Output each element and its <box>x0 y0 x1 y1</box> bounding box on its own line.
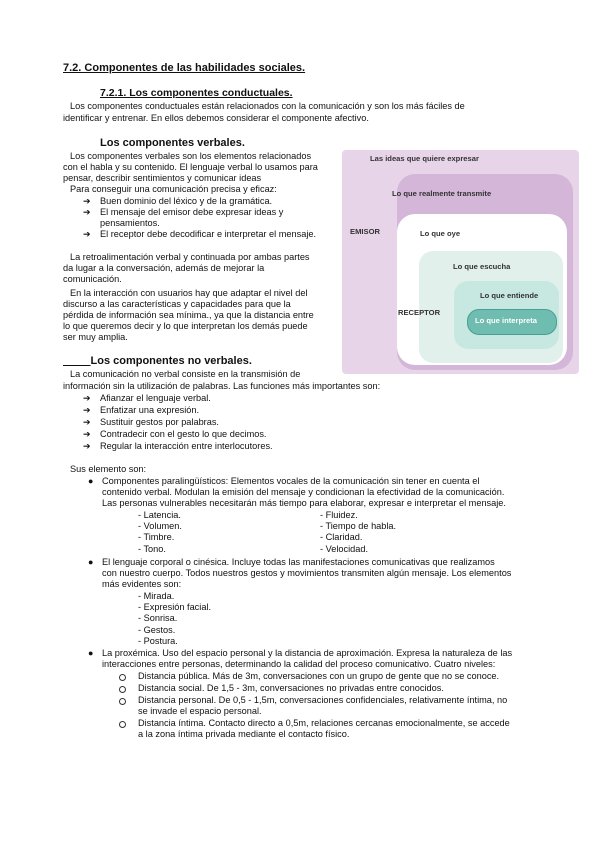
para-left-item: - Tono. <box>138 544 166 554</box>
verbal-list-item: El mensaje del emisor debe expresar ideas y <box>100 207 284 217</box>
verbal-p3-line: discurso a las características y capacidades para que la <box>63 299 291 309</box>
section-subtitle: 7.2.1. Los componentes conductuales. <box>100 87 293 99</box>
nonverbal-list-item: Sustituir gestos por palabras. <box>100 417 219 427</box>
prox-list-item: a la zona íntima privada mediante el contacto físico. <box>138 729 350 739</box>
corp-list-item: - Postura. <box>138 636 178 646</box>
corp-list-item: - Expresión facial. <box>138 602 212 612</box>
intro-line-2: identificar y entrenar. En ellos debemos considerar el componente afectivo. <box>63 113 369 123</box>
para-line: Componentes paralingüísticos: Elementos vocales de la comunicación sin tener en cuenta el <box>102 476 480 486</box>
elements-intro: Sus elemento son: <box>70 464 147 474</box>
nonverbal-p1-line: La comunicación no verbal consiste en la transmisión de <box>70 369 301 379</box>
arrow-icon: ➔ <box>83 393 91 403</box>
corp-line: con nuestro cuerpo. Todos nuestros gestos y movimientos transmiten algún mensaje. Los elementos <box>102 568 512 578</box>
verbal-p1-line: Los componentes verbales son los elementos relacionados <box>70 151 312 161</box>
arrow-icon: ➔ <box>83 229 91 239</box>
verbal-p1-line: Para conseguir una comunicación precisa y eficaz: <box>70 184 277 194</box>
diagram-label-transmit: Lo que realmente transmite <box>392 189 492 198</box>
prox-line: interacciones entre personas, determinando la calidad del proceso comunicativo. Cuatro niveles: <box>102 659 496 669</box>
verbal-list-item: Buen dominio del léxico y de la gramática. <box>100 196 273 206</box>
circle-bullet-icon <box>119 698 126 705</box>
verbal-p2-line: da lugar a la conversación, además de mejorar la <box>63 263 265 273</box>
verbal-p3-line: pérdida de información sea mínima., ya que la distancia entre <box>63 310 314 320</box>
para-right-item: - Velocidad. <box>320 544 369 554</box>
nonverbal-list-item: Afianzar el lenguaje verbal. <box>100 393 211 403</box>
verbal-p1-line: con el habla y su contenido. El lenguaje verbal lo usamos para <box>63 162 318 172</box>
communication-diagram <box>342 150 579 374</box>
nonverbal-list-item: Enfatizar una expresión. <box>100 405 200 415</box>
verbal-heading: Los componentes verbales. <box>100 137 245 149</box>
verbal-list-item: pensamientos. <box>100 218 160 228</box>
corp-list-item: - Mirada. <box>138 591 175 601</box>
prox-list-item: Distancia personal. De 0,5 - 1,5m, conversaciones confidenciales, relativamente íntima, no <box>138 695 508 705</box>
para-line: Las personas vulnerables necesitarán más tiempo para elaborar, expresar e interpretar el mensaje. <box>102 498 506 508</box>
arrow-icon: ➔ <box>83 417 91 427</box>
verbal-p2-line: La retroalimentación verbal y continuada por ambas partes <box>70 252 310 262</box>
prox-list-item: se invade el espacio personal. <box>138 706 262 716</box>
diagram-label-emisor: EMISOR <box>350 227 380 236</box>
nonverbal-p1-line: información sin la utilización de palabras. Las funciones más importantes son: <box>63 381 381 391</box>
nonverbal-list-item: Contradecir con el gesto lo que decimos. <box>100 429 267 439</box>
arrow-icon: ➔ <box>83 207 91 217</box>
verbal-p3-line: En la interacción con usuarios hay que adaptar el nivel del <box>70 288 308 298</box>
corp-list-item: - Gestos. <box>138 625 176 635</box>
diagram-label-hear: Lo que oye <box>420 229 461 238</box>
verbal-p2-line: comunicación. <box>63 274 122 284</box>
para-left-item: - Latencia. <box>138 510 181 520</box>
bullet-icon: ● <box>88 648 94 658</box>
prox-line: La proxémica. Uso del espacio personal y la distancia de aproximación. Expresa la naturaleza de las <box>102 648 513 658</box>
circle-bullet-icon <box>119 686 126 693</box>
verbal-p3-line: ser muy amplia. <box>63 332 128 342</box>
corp-list-item: - Sonrisa. <box>138 613 178 623</box>
verbal-list-item: El receptor debe decodificar e interpretar el mensaje. <box>100 229 317 239</box>
circle-bullet-icon <box>119 674 126 681</box>
corp-line: El lenguaje corporal o cinésica. Incluye todas las manifestaciones comunicativas que realizamos <box>102 557 495 567</box>
para-right-item: - Fluidez. <box>320 510 358 520</box>
para-left-item: - Volumen. <box>138 521 182 531</box>
verbal-p1-line: pensar, describir sentimientos y comunicar ideas <box>63 173 262 183</box>
prox-list-item: Distancia pública. Más de 3m, conversaciones con un grupo de gente que no se conoce. <box>138 671 500 681</box>
prox-list-item: Distancia íntima. Contacto directo a 0,5m, relaciones cercanas emocionalmente, se accede <box>138 718 510 728</box>
diagram-label-understand: Lo que entiende <box>480 291 539 300</box>
bullet-icon: ● <box>88 476 94 486</box>
diagram-label-interpret: Lo que interpreta <box>475 316 538 325</box>
nonverbal-list-item: Regular la interacción entre interlocutores. <box>100 441 273 451</box>
page-title: 7.2. Componentes de las habilidades sociales. <box>63 62 306 74</box>
bullet-icon: ● <box>88 557 94 567</box>
corp-line: más evidentes son: <box>102 579 182 589</box>
arrow-icon: ➔ <box>83 405 91 415</box>
arrow-icon: ➔ <box>83 196 91 206</box>
nonverbal-heading <box>63 356 252 367</box>
prox-list-item: Distancia social. De 1,5 - 3m, conversaciones no privadas entre conocidos. <box>138 683 444 693</box>
diagram-label-ideas: Las ideas que quiere expresar <box>370 154 479 163</box>
arrow-icon: ➔ <box>83 429 91 439</box>
arrow-icon: ➔ <box>83 441 91 451</box>
verbal-p3-line: lo que queremos decir y lo que interpretan los demás puede <box>63 321 308 331</box>
nonverbal-heading-text: Los componentes no verbales. <box>90 355 252 367</box>
para-right-item: - Tiempo de habla. <box>320 521 397 531</box>
para-left-item: - Timbre. <box>138 532 175 542</box>
para-line: contenido verbal. Modulan la emisión del mensaje y condicionan la efectividad de la comunicación. <box>102 487 505 497</box>
diagram-label-receptor: RECEPTOR <box>398 308 441 317</box>
diagram-label-listen: Lo que escucha <box>453 262 511 271</box>
circle-bullet-icon <box>119 721 126 728</box>
para-right-item: - Claridad. <box>320 532 363 542</box>
intro-line-1: Los componentes conductuales están relacionados con la comunicación y son los más fáciles de <box>70 101 465 111</box>
